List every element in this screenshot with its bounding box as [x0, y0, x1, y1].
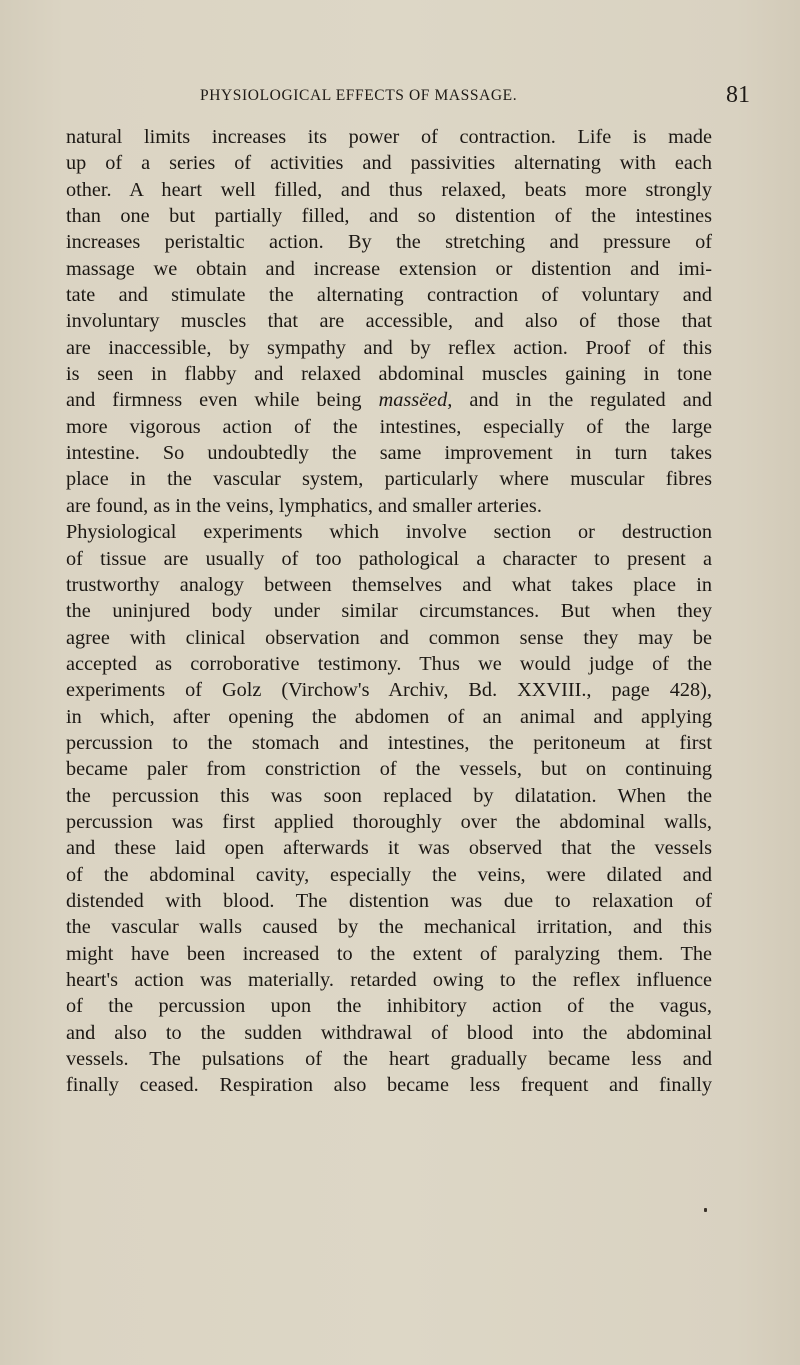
text-line: are inaccessible, by sympathy and by reflex action. Proof of this [66, 336, 712, 359]
text-line: heart's action was materially. retarded owing to the reflex influence [66, 969, 712, 991]
text-line-with-italic [66, 387, 712, 413]
text-line: agree with clinical observation and common sense they may be [66, 626, 712, 649]
text-line: massage we obtain and increase extension or distention and imi- [66, 257, 712, 280]
page-header [66, 82, 750, 110]
text-line: are found, as in the veins, lymphatics, and smaller arteries. [66, 494, 542, 517]
text-line: of the abdominal cavity, especially the veins, were dilated and [66, 863, 712, 886]
text-line: up of a series of activities and passivities alternating with each [66, 152, 712, 175]
text-line: in which, after opening the abdomen of an animal and applying [66, 705, 712, 728]
text-line: the vascular walls caused by the mechanical irritation, and this [66, 916, 712, 939]
ink-speck [704, 1208, 707, 1212]
text-line: increases peristaltic action. By the stretching and pressure of [66, 231, 712, 254]
text-line: more vigorous action of the intestines, especially of the large [66, 415, 712, 438]
text-line: of tissue are usually of too pathological a character to present a [66, 547, 712, 570]
text-line: accepted as corroborative testimony. Thus we would judge of the [66, 652, 712, 675]
text-line: natural limits increases its power of contraction. Life is made [66, 126, 712, 148]
text-line: trustworthy analogy between themselves and what takes place in [66, 573, 712, 596]
text-segment: and firmness even while being [66, 389, 362, 412]
body-text [66, 124, 712, 1099]
running-head: PHYSIOLOGICAL EFFECTS OF MASSAGE. [200, 87, 518, 104]
text-line: finally ceased. Respiration also became less frequent and finally [66, 1074, 712, 1097]
text-line: Physiological experiments which involve section or destruction [66, 521, 712, 544]
text-line: the percussion this was soon replaced by dilatation. When the [66, 784, 712, 807]
text-line: vessels. The pulsations of the heart gradually became less and [66, 1048, 712, 1071]
text-line: than one but partially filled, and so distention of the intestines [66, 205, 712, 228]
text-line: percussion to the stomach and intestines, the peritoneum at first [66, 731, 712, 754]
text-line: intestine. So undoubtedly the same improvement in turn takes [66, 442, 712, 465]
text-line: became paler from constriction of the vessels, but on continuing [66, 758, 712, 781]
text-segment: and in the regulated and [469, 389, 712, 412]
text-line: other. A heart well filled, and thus relaxed, beats more strongly [66, 178, 712, 201]
text-line: percussion was first applied thoroughly over the abdominal walls, [66, 810, 712, 833]
text-line: and these laid open afterwards it was observed that the vessels [66, 837, 712, 860]
text-line: the uninjured body under similar circumstances. But when they [66, 600, 712, 623]
text-line: might have been increased to the extent of paralyzing them. The [66, 942, 712, 965]
text-line: tate and stimulate the alternating contraction of voluntary and [66, 284, 712, 307]
text-line: of the percussion upon the inhibitory action of the vagus, [66, 995, 712, 1018]
text-line: and also to the sudden withdrawal of blood into the abdominal [66, 1021, 712, 1044]
italic-word: massëed, [378, 389, 453, 412]
page-number: 81 [726, 82, 750, 108]
text-line: is seen in flabby and relaxed abdominal muscles gaining in tone [66, 363, 712, 386]
text-line: involuntary muscles that are accessible, and also of those that [66, 310, 712, 333]
text-line: place in the vascular system, particularly where muscular fibres [66, 468, 712, 491]
text-line: distended with blood. The distention was due to relaxation of [66, 889, 712, 912]
text-line: experiments of Golz (Virchow's Archiv, Bd. XXVIII., page 428), [66, 679, 712, 702]
